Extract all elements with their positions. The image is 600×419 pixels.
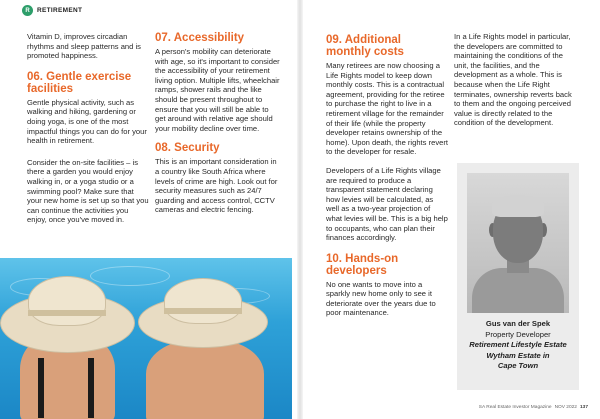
woman-hat-crown [28,276,106,326]
page-footer [479,405,588,410]
profile-org-line-2: Wytham Estate in [486,350,550,360]
heading-security: 08. Security [155,142,220,155]
portrait-hair [492,195,544,217]
intro-paragraph: Vitamin D, improves circadian rhythms and sleep patterns and is promoted happiness. [27,32,141,61]
onsite-facilities-paragraph: Consider the on-site facilities – is there a garden you would enjoy walking in, or a yoga studio or a swimming pool? Make sure that your new home is set up so that you can continue the activities you enjoy, once you've moved in. [27,157,149,225]
profile-caption [457,319,579,372]
profile-org-line-1: Retirement Lifestyle Estate [469,340,567,349]
column-3 [326,34,448,318]
heading-monthly-costs: 09. Additional monthly costs [326,34,404,58]
footer-issue: NOV 2022 [554,405,577,410]
profile-role: Property Developer [485,329,551,339]
hands-on-paragraph: No one wants to move into a sparkly new home only to see it deteriorate over the years due to poor maintenance. [326,279,436,318]
security-paragraph: This is an important consideration in a country like South Africa where levels of crime are high. Look out for security measures such as 24/7 guarding and access control, CCTV cameras and electric fencing. [155,157,278,215]
heading-accessibility: 07. Accessibility [155,32,245,44]
portrait-photo [467,173,569,313]
column-4 [454,32,578,128]
gentle-exercise-paragraph: Gentle physical activity, such as walking and hiking, gardening or doing yoga, is one of the most impactful things you can do for your health in retirement. [27,97,147,146]
man-hat-crown [164,278,242,324]
woman-hat-band [28,310,106,316]
magazine-logo-icon: R [22,5,33,16]
profile-org-line-3: Cape Town [497,361,539,370]
accessibility-paragraph: A person's mobility can deteriorate with age, so it's important to consider the accessibility of your retirement living option. Multiple lifts, wheelchair ramps, shower rails and the like should be present throughout to ensure that you will still be able to get around with relative age should your mobility decline over time. [155,47,280,133]
monthly-costs-paragraph: Many retirees are now choosing a Life Rights model to keep down monthly costs. This is a contractual agreement, providing for the retiree to purchase the right to live in a retirement village for the remainder of their life (while the property developer retains ownership of the home). Upon death, the rights revert to the developer for resale. [326,61,448,157]
man-hat-band [164,308,242,314]
swimsuit-strap [88,358,94,418]
portrait-shirt [472,268,564,313]
man-shoulders [146,340,264,419]
man-in-hat [128,258,288,419]
footer-page-number: 137 [579,405,588,410]
heading-hands-on-developers: 10. Hands-on developers [326,252,399,277]
profile-name: Gus van der Spek [485,319,551,328]
footer-magazine-name: SA Real Estate Investor Magazine [478,405,552,410]
section-header [22,5,82,16]
column-1 [27,32,149,225]
page-gutter [297,0,303,419]
levies-paragraph: Developers of a Life Rights village are required to produce a transparent statement declaring how levies will be calculated, as well as a two-year projection of what levies will be. This is a big help to occupants, who can plan their finances accordingly. [326,165,448,243]
column-2 [155,32,280,215]
life-rights-paragraph: In a Life Rights model in particular, the developers are committed to maintaining the conditions of the unit, the facilities, and the development as a whole. This is because when the Life Right terminates, ownership reverts back to them and the ongoing perceived value is directly related to the condition of the development. [454,32,572,128]
heading-gentle-exercise: 06. Gentle exercise facilities [27,70,132,95]
pool-photo [0,258,292,419]
profile-box [457,163,579,390]
section-label: RETIREMENT [37,7,83,14]
swimsuit-strap [38,358,44,418]
